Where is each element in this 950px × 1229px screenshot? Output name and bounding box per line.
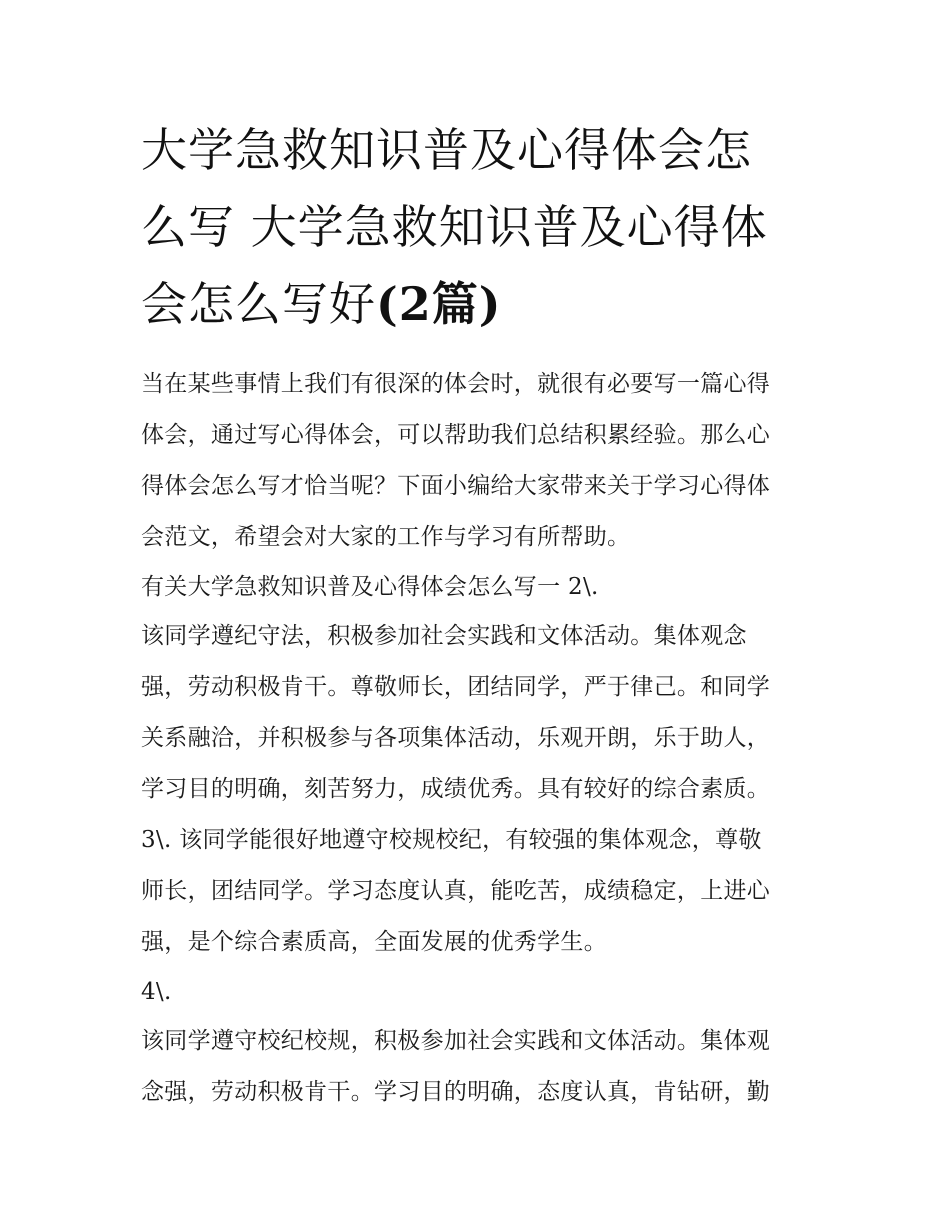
body-line: 师长，团结同学。学习态度认真，能吃苦，成绩稳定，上进心: [141, 878, 771, 904]
body-line: 学习目的明确，刻苦努力，成绩优秀。具有较好的综合素质。: [141, 776, 771, 802]
body-line: 该同学遵守校纪校规，积极参加社会实践和文体活动。集体观: [141, 1028, 771, 1054]
body-line: 关系融洽，并积极参与各项集体活动，乐观开朗，乐于助人，: [141, 725, 771, 751]
title-line: [141, 266, 811, 343]
title-line-text: 会怎么写好: [141, 277, 376, 331]
body-line: 得体会怎么写才恰当呢？下面小编给大家带来关于学习心得体: [141, 473, 771, 499]
body-line: 4\.: [141, 979, 172, 1005]
title-line: 大学急救知识普及心得体会怎: [141, 123, 752, 177]
body-line: 念强，劳动积极肯干。学习目的明确，态度认真，肯钻研，勤: [141, 1079, 771, 1105]
body-line: 该同学遵纪守法，积极参加社会实践和文体活动。集体观念: [141, 623, 747, 649]
document-title: [141, 112, 811, 343]
body-line: 强，是个综合素质高，全面发展的优秀学生。: [141, 929, 607, 955]
body-line: 强，劳动积极肯干。尊敬师长，团结同学，严于律己。和同学: [141, 674, 771, 700]
document-content: [141, 112, 811, 1118]
body-line: 体会，通过写心得体会，可以帮助我们总结积累经验。那么心: [141, 422, 771, 448]
body-line: 3\. 该同学能很好地遵守校规校纪，有较强的集体观念，尊敬: [141, 827, 762, 853]
title-line: 么写 大学急救知识普及心得体: [141, 200, 768, 254]
body-line: 当在某些事情上我们有很深的体会时，就很有必要写一篇心得: [141, 371, 771, 397]
body-line: 会范文，希望会对大家的工作与学习有所帮助。: [141, 524, 631, 550]
body-line: 有关大学急救知识普及心得体会怎么写一 2\.: [141, 574, 599, 600]
title-suffix: (2篇): [376, 277, 502, 331]
document-body: [141, 359, 811, 1118]
